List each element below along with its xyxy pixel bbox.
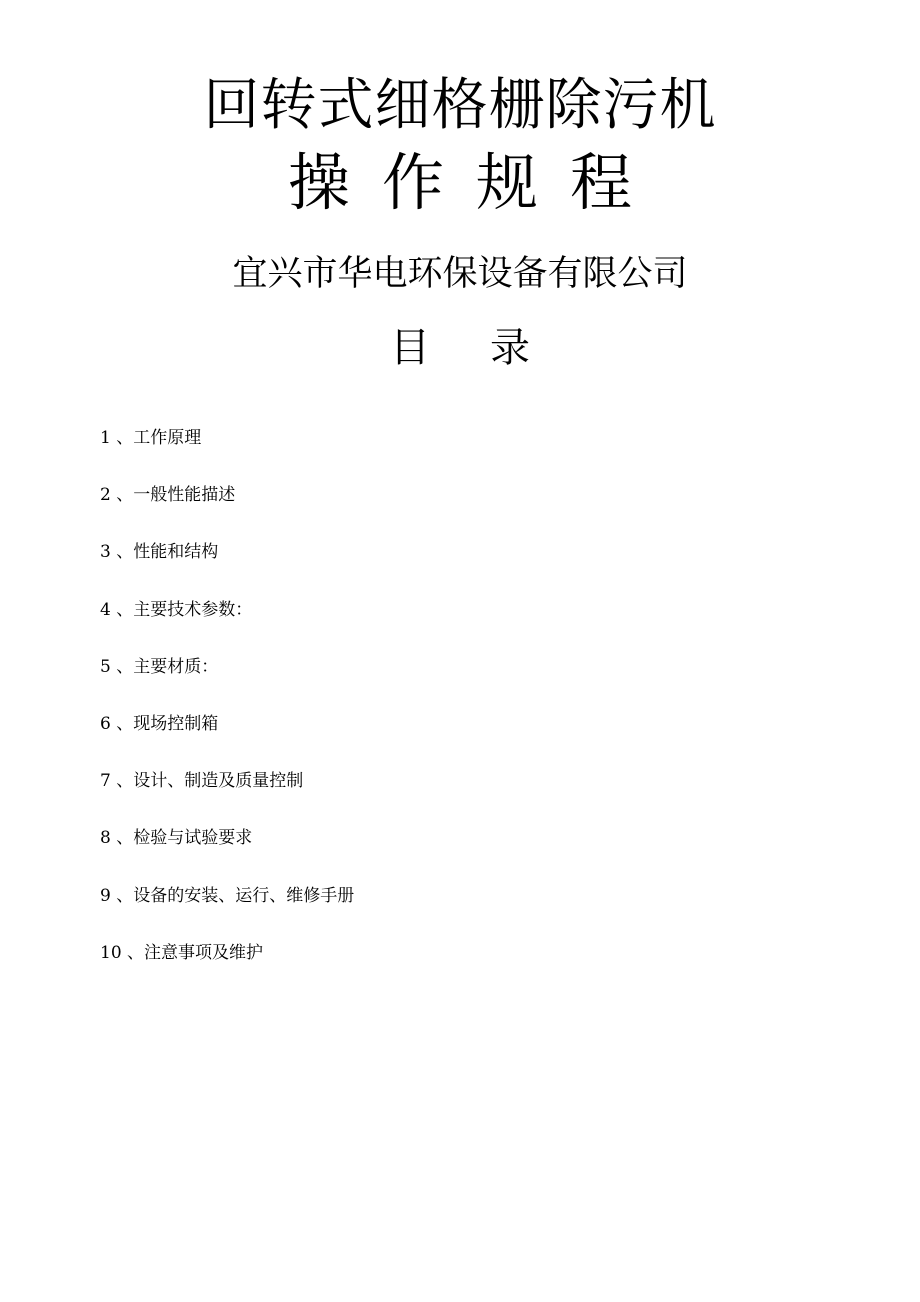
toc-item: 8 、检验与试验要求 — [100, 828, 253, 849]
toc-item: 5 、主要材质： — [100, 656, 219, 677]
document-title: 回转式细格栅除污机 — [203, 73, 717, 138]
toc-item: 4 、主要技术参数： — [100, 599, 253, 620]
toc-item: 7 、设计、制造及质量控制 — [100, 771, 304, 792]
company-name: 宜兴市华电环保设备有限公司 — [232, 254, 688, 294]
toc-item: 10 、注意事项及维护 — [100, 942, 264, 963]
toc-heading: 目录 — [390, 325, 590, 371]
table-of-contents — [100, 425, 800, 997]
toc-item: 2 、一般性能描述 — [100, 485, 236, 506]
toc-item: 6 、现场控制箱 — [100, 713, 219, 734]
toc-item: 1 、工作原理 — [100, 428, 202, 448]
toc-item: 9 、设备的安装、运行、维修手册 — [100, 885, 355, 906]
toc-item: 3 、性能和结构 — [100, 542, 219, 563]
document-subtitle: 操作规程 — [287, 146, 664, 219]
